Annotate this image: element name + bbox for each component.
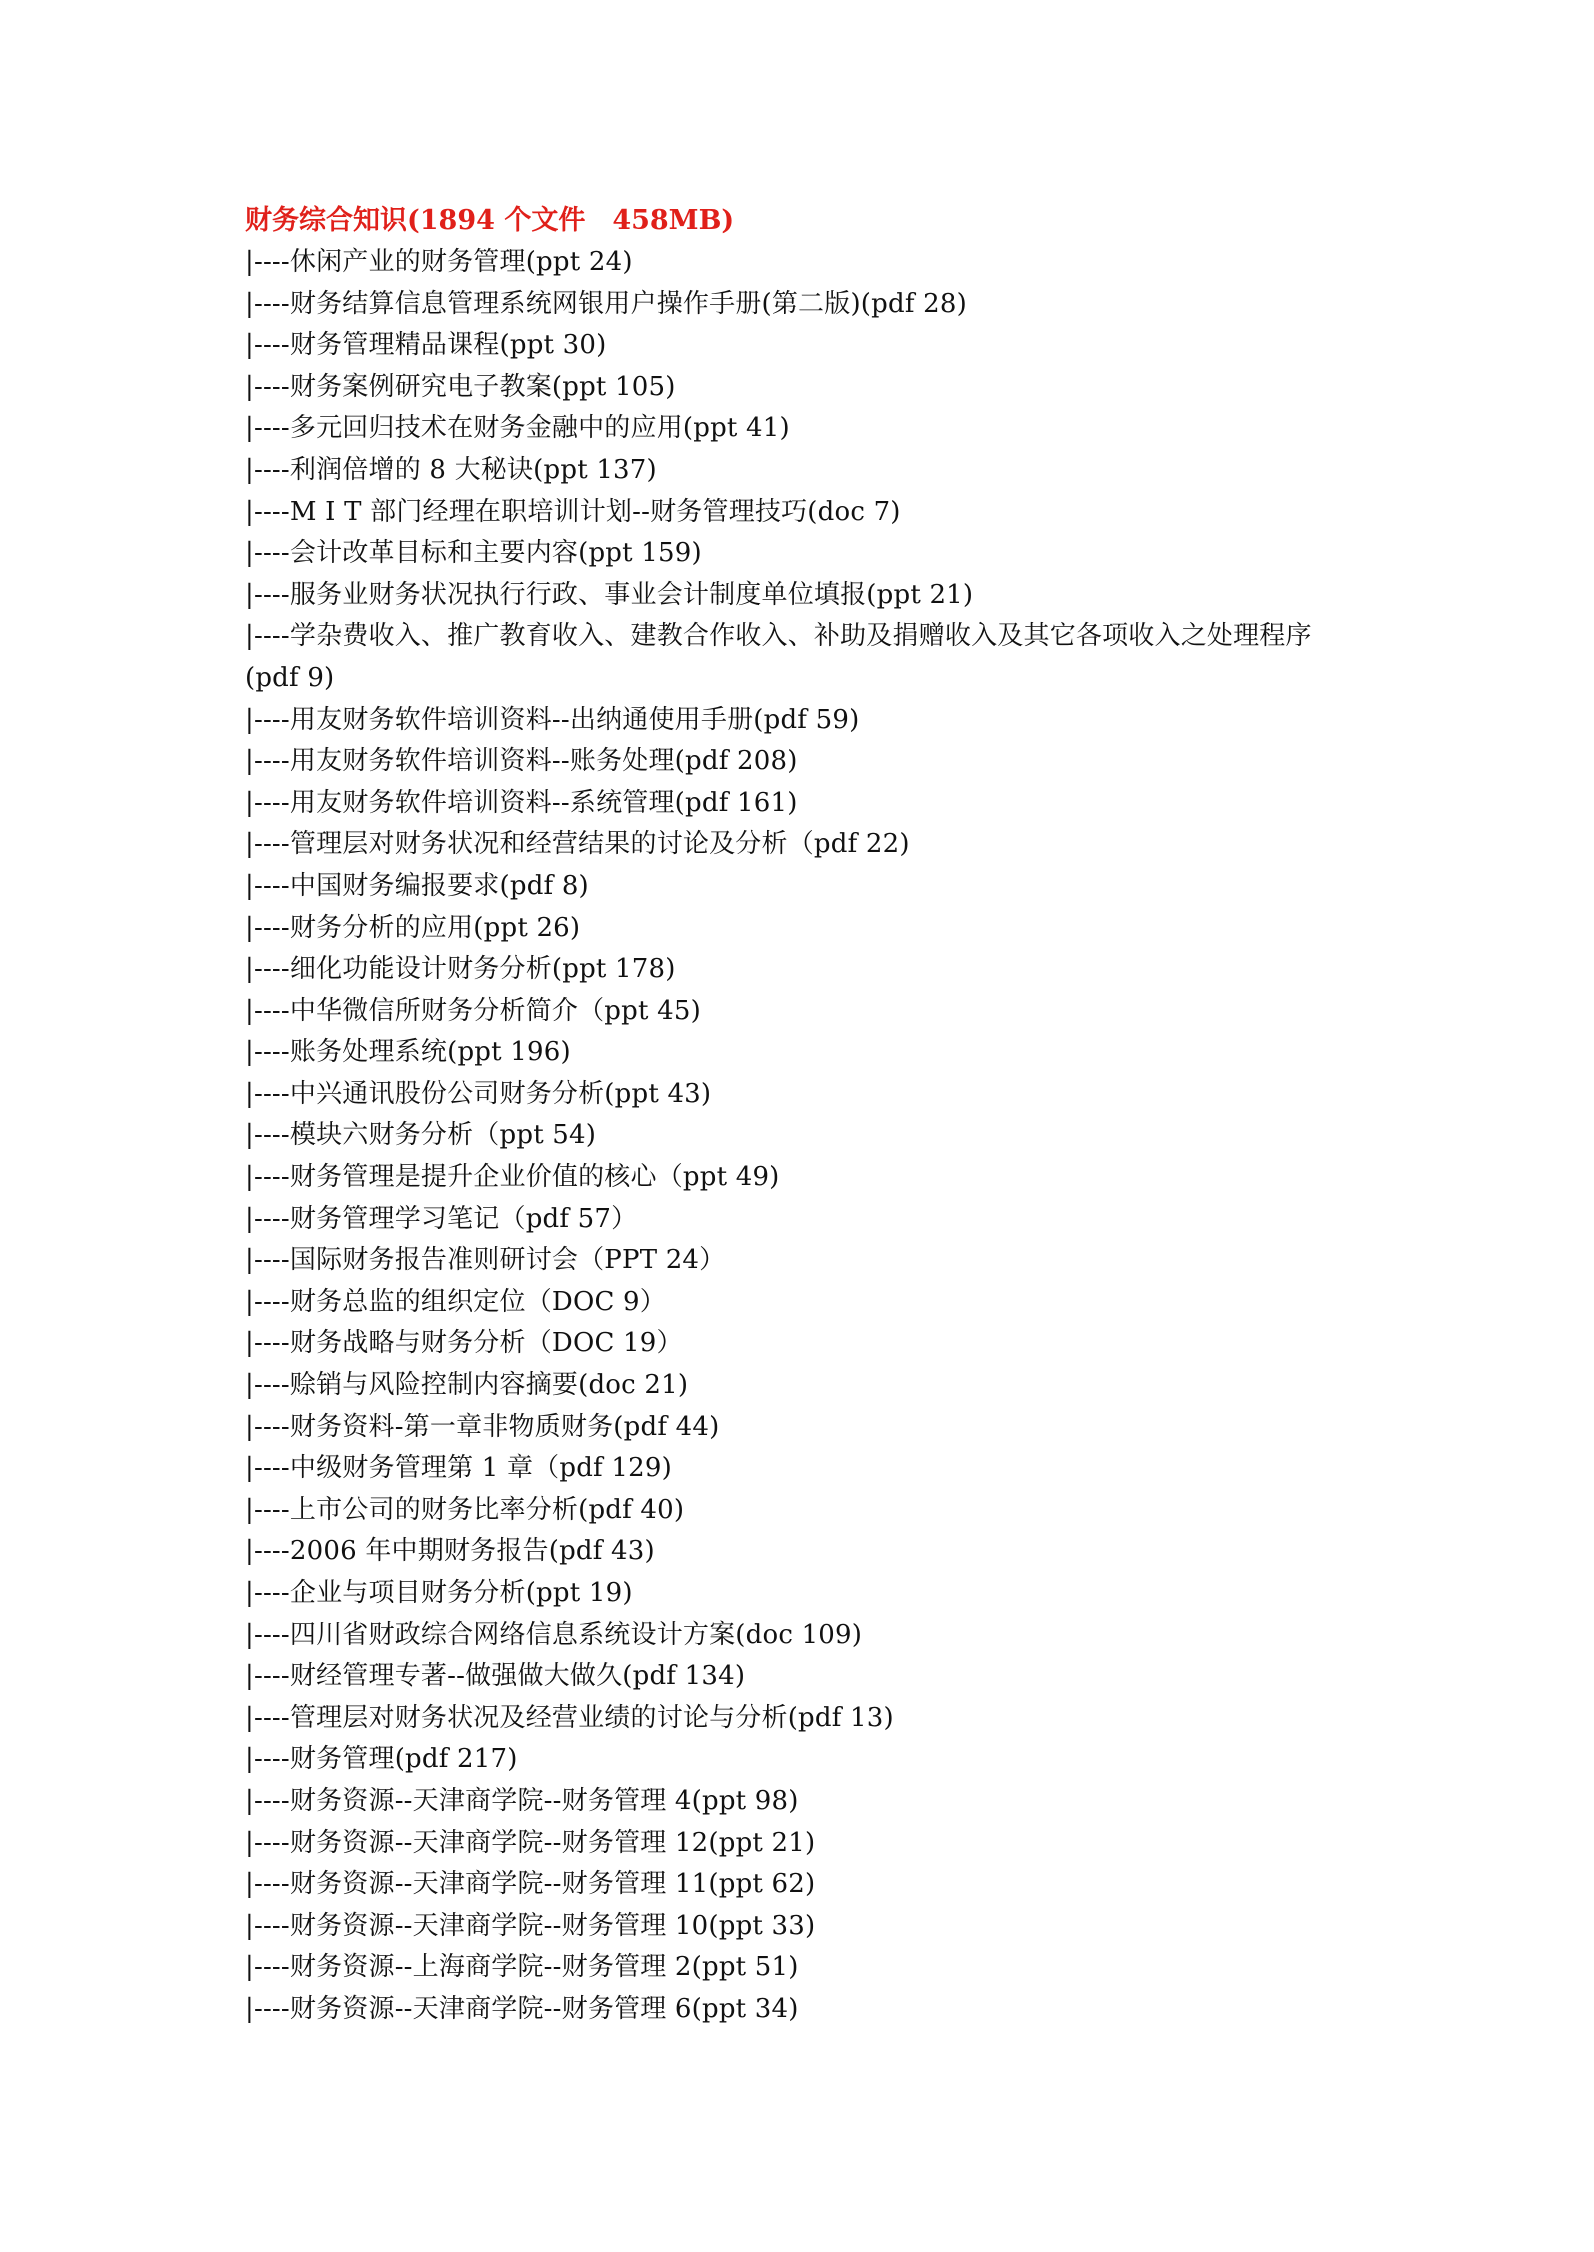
file-list-item: |----学杂费收入、推广教育收入、建教合作收入、补助及捐赠收入及其它各项收入之处理程序(pdf 9) [245,621,1312,693]
file-list-item: |----财务案例研究电子教案(ppt 105) [245,371,676,402]
file-list-item: |----赊销与风险控制内容摘要(doc 21) [245,1370,689,1401]
file-list-item: |----会计改革目标和主要内容(ppt 159) [245,538,702,569]
file-list-item: |----用友财务软件培训资料--账务处理(pdf 208) [245,746,798,777]
file-list-item: |----管理层对财务状况及经营业绩的讨论与分析(pdf 13) [245,1702,894,1733]
file-list-item: |----财经管理专著--做强做大做久(pdf 134) [245,1661,746,1692]
file-list-item: |----财务总监的组织定位（DOC 9） [245,1286,666,1317]
file-list-item: |----财务管理是提升企业价值的核心（ppt 49) [245,1162,780,1193]
file-list-item: |----国际财务报告准则研讨会（PPT 24） [245,1245,726,1276]
file-list-item: |----中级财务管理第 1 章（pdf 129) [245,1453,672,1484]
file-list-item: |----管理层对财务状况和经营结果的讨论及分析（pdf 22) [245,829,910,860]
file-list-item: |----财务分析的应用(ppt 26) [245,912,581,943]
file-list-item: |----利润倍增的 8 大秘诀(ppt 137) [245,454,657,485]
document-title: 财务综合知识(1894 个文件 458MB) [245,205,735,236]
file-list-item: |----财务管理学习笔记（pdf 57） [245,1203,638,1234]
file-list-item: |----多元回归技术在财务金融中的应用(ppt 41) [245,413,790,444]
file-list-item: |----财务资源--天津商学院--财务管理 6(ppt 34) [245,1993,799,2024]
file-list-item: |----模块六财务分析（ppt 54) [245,1120,597,1151]
file-list-item: |----休闲产业的财务管理(ppt 24) [245,247,633,277]
document-page [245,200,1365,2031]
file-list-item: |----中华微信所财务分析简介（ppt 45) [245,995,701,1026]
file-list-item: |----财务资料-第一章非物质财务(pdf 44) [245,1411,720,1442]
file-list-item: |----财务结算信息管理系统网银用户操作手册(第二版)(pdf 28) [245,288,967,319]
file-list-item: |----M I T 部门经理在职培训计划--财务管理技巧(doc 7) [245,496,901,527]
file-list-item: |----财务资源--天津商学院--财务管理 4(ppt 98) [245,1785,799,1816]
file-list-item: |----财务资源--天津商学院--财务管理 11(ppt 62) [245,1869,816,1900]
file-list-item: |----服务业财务状况执行行政、事业会计制度单位填报(ppt 21) [245,579,974,610]
file-list-item: |----财务资源--天津商学院--财务管理 10(ppt 33) [245,1910,816,1941]
file-list-item: |----上市公司的财务比率分析(pdf 40) [245,1494,685,1525]
file-list-item: |----财务战略与财务分析（DOC 19） [245,1328,683,1359]
file-list-item: |----财务资源--天津商学院--财务管理 12(ppt 21) [245,1827,816,1858]
file-list-item: |----2006 年中期财务报告(pdf 43) [245,1536,655,1567]
file-list-item: |----财务管理精品课程(ppt 30) [245,330,607,361]
file-list-item: |----财务资源--上海商学院--财务管理 2(ppt 51) [245,1952,799,1983]
file-list-item: |----用友财务软件培训资料--系统管理(pdf 161) [245,787,798,818]
file-list-item: |----企业与项目财务分析(ppt 19) [245,1578,633,1608]
file-list-item: |----四川省财政综合网络信息系统设计方案(doc 109) [245,1619,863,1650]
file-list-item: |----财务管理(pdf 217) [245,1744,518,1775]
file-list-item: |----用友财务软件培训资料--出纳通使用手册(pdf 59) [245,704,860,735]
file-list-item: |----账务处理系统(ppt 196) [245,1037,571,1068]
file-list-item: |----中兴通讯股份公司财务分析(ppt 43) [245,1078,712,1109]
file-list [245,242,1365,2031]
file-list-item: |----中国财务编报要求(pdf 8) [245,870,589,901]
file-list-item: |----细化功能设计财务分析(ppt 178) [245,954,676,985]
